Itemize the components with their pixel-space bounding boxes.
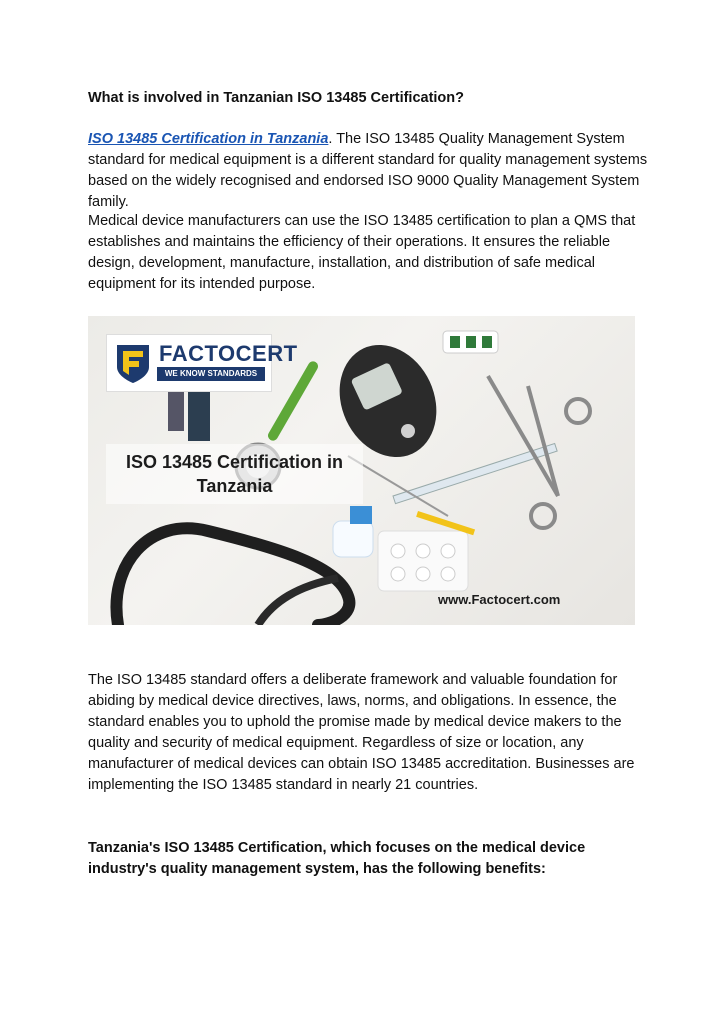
benefits-heading: Tanzania's ISO 13485 Certification, which focuses on the medical device industry's quality management system, has the following benefits:: [88, 840, 586, 877]
image-title-box: [106, 444, 363, 504]
image-title-line1: ISO 13485 Certification in: [125, 452, 344, 472]
intro-text: . The ISO 13485 Quality Management System standard for medical equipment is a different standard for quality management systems based on the widely recognised and endorsed ISO 9000 Quality Management System family.: [88, 131, 648, 210]
page-heading: What is involved in Tanzanian ISO 13485 Certification?: [88, 90, 465, 106]
website-label: www.Factocert.com: [438, 592, 561, 607]
logo-name: FACTOCERT: [159, 341, 298, 366]
factocert-logo: [106, 334, 298, 392]
image-title-line2: Tanzania: [196, 476, 273, 496]
intro-paragraph: [88, 129, 648, 213]
paragraph-manufacturers: Medical device manufacturers can use the ISO 13485 certification to plan a QMS that establishes and maintains the efficiency of their operations. It ensures the reliable design, development, manufacture, installation, and distribution of safe medical equipment for its intended purpose.: [88, 213, 636, 292]
hero-image: [88, 316, 635, 625]
iso-tanzania-link[interactable]: ISO 13485 Certification in Tanzania: [88, 131, 329, 147]
factocert-shield-icon: [113, 341, 153, 385]
image-title: [106, 450, 363, 498]
logo-tagline: WE KNOW STANDARDS: [157, 367, 265, 381]
paragraph-framework: The ISO 13485 standard offers a deliberate framework and valuable foundation for abiding by medical device directives, laws, norms, and obligations. In essence, the standard enables you to uphold the promise made by medical device makers to the quality and security of medical equipment. Regardless of size or location, any manufacturer of medical devices can obtain ISO 13485 accreditation. Businesses are implementing the ISO 13485 standard in nearly 21 countries.: [88, 672, 635, 793]
